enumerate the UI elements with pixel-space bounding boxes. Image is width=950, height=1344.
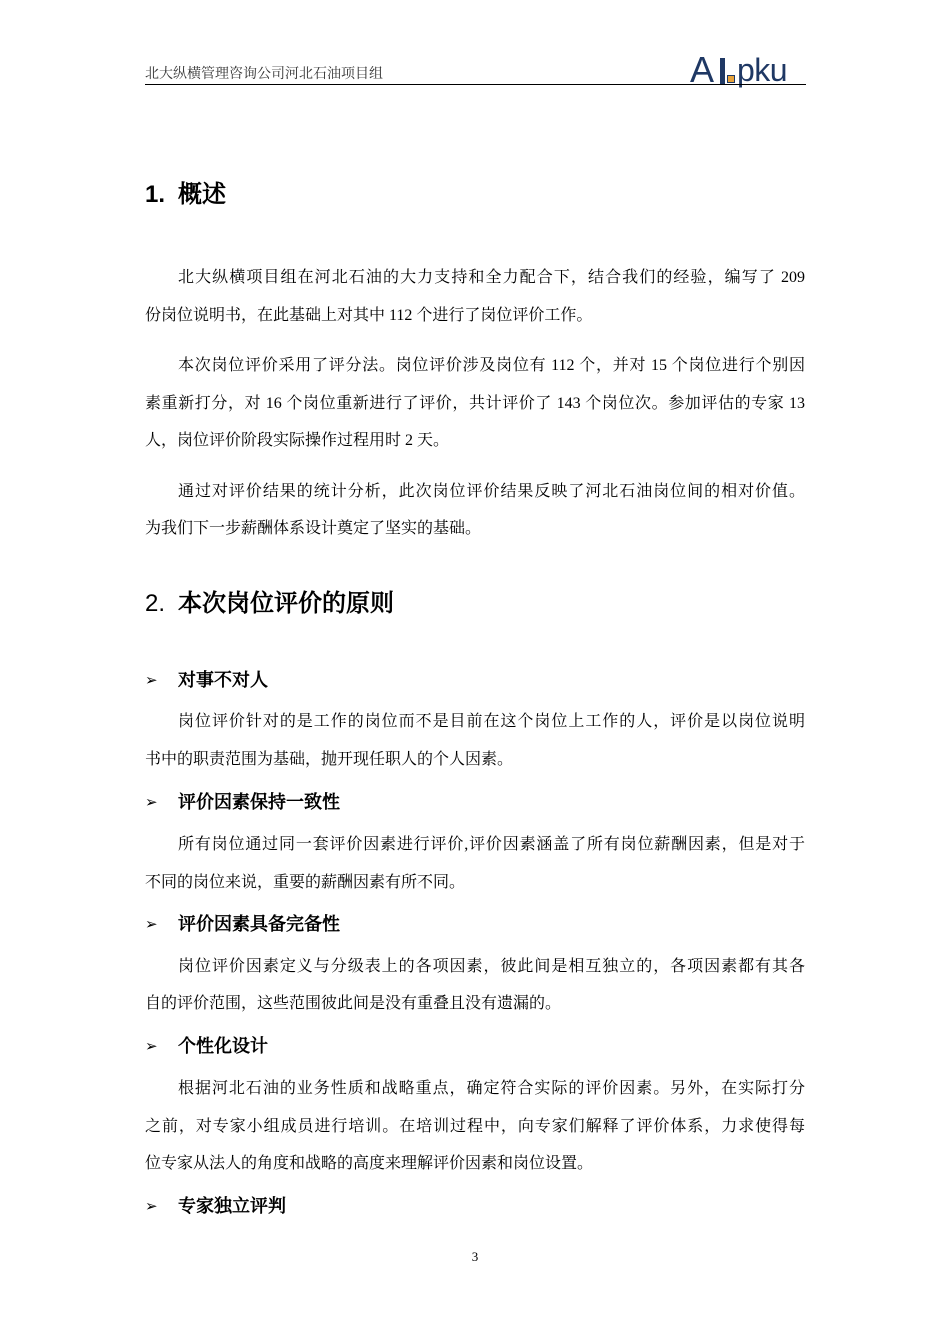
section-1-heading	[145, 180, 226, 210]
principle-line: 自的评价范围，这些范围彼此间是没有重叠且没有遗漏的。	[145, 995, 562, 1012]
logo-bar-mark	[720, 58, 725, 84]
section-1-number: 1.	[145, 181, 166, 208]
bullet-arrow-icon: ➢	[145, 915, 158, 933]
bullet-arrow-icon: ➢	[145, 793, 158, 811]
principle-line: 根据河北石油的业务性质和战略重点，确定符合实际的评价因素。另外，在实际打分	[178, 1080, 805, 1097]
page-number: 3	[471, 1249, 479, 1264]
principle-3-title: 评价因素具备完备性	[178, 914, 340, 934]
principle-line: 所有岗位通过同一套评价因素进行评价,评价因素涵盖了所有岗位薪酬因素，但是对于	[178, 836, 805, 853]
principle-line: 岗位评价因素定义与分级表上的各项因素，彼此间是相互独立的，各项因素都有其各	[178, 958, 805, 975]
section-1-title: 概述	[178, 181, 226, 208]
bullet-arrow-icon: ➢	[145, 1197, 158, 1215]
section-2-heading	[145, 589, 394, 619]
paragraph-line: 本次岗位评价采用了评分法。岗位评价涉及岗位有 112 个，并对 15 个岗位进行个别因	[178, 357, 805, 374]
bullet-arrow-icon: ➢	[145, 671, 158, 689]
principle-line: 之前，对专家小组成员进行培训。在培训过程中，向专家们解释了评价体系，力求使得每	[145, 1118, 805, 1135]
principle-4-title: 个性化设计	[178, 1036, 268, 1056]
principle-5-title: 专家独立评判	[178, 1196, 286, 1216]
logo-square-mark	[727, 75, 735, 83]
paragraph-line: 份岗位说明书，在此基础上对其中 112 个进行了岗位评价工作。	[145, 307, 593, 324]
header-divider	[145, 84, 806, 85]
principle-line: 不同的岗位来说，重要的薪酬因素有所不同。	[145, 874, 466, 891]
principle-1-title: 对事不对人	[178, 670, 268, 690]
principle-line: 书中的职责范围为基础，抛开现任职人的个人因素。	[145, 751, 514, 768]
section-2-number: 2.	[145, 590, 166, 617]
logo-prefix: A	[690, 49, 714, 90]
paragraph-line: 通过对评价结果的统计分析，此次岗位评价结果反映了河北石油岗位间的相对价值。	[178, 483, 805, 500]
section-2-title: 本次岗位评价的原则	[178, 590, 394, 617]
logo-suffix: pku	[737, 52, 788, 88]
principle-2-title: 评价因素保持一致性	[178, 792, 340, 812]
bullet-arrow-icon: ➢	[145, 1037, 158, 1055]
paragraph-line: 为我们下一步薪酬体系设计奠定了坚实的基础。	[145, 520, 482, 537]
paragraph-line: 素重新打分，对 16 个岗位重新进行了评价，共计评价了 143 个岗位次。参加评估的专家 13	[145, 395, 805, 412]
principle-line: 岗位评价针对的是工作的岗位而不是目前在这个岗位上工作的人，评价是以岗位说明	[178, 713, 805, 730]
paragraph-line: 人，岗位评价阶段实际操作过程用时 2 天。	[145, 432, 450, 449]
principle-line: 位专家从法人的角度和战略的高度来理解评价因素和岗位设置。	[145, 1155, 594, 1172]
paragraph-line: 北大纵横项目组在河北石油的大力支持和全力配合下，结合我们的经验，编写了 209	[178, 269, 805, 286]
header-org-name: 北大纵横管理咨询公司河北石油项目组	[145, 67, 383, 82]
